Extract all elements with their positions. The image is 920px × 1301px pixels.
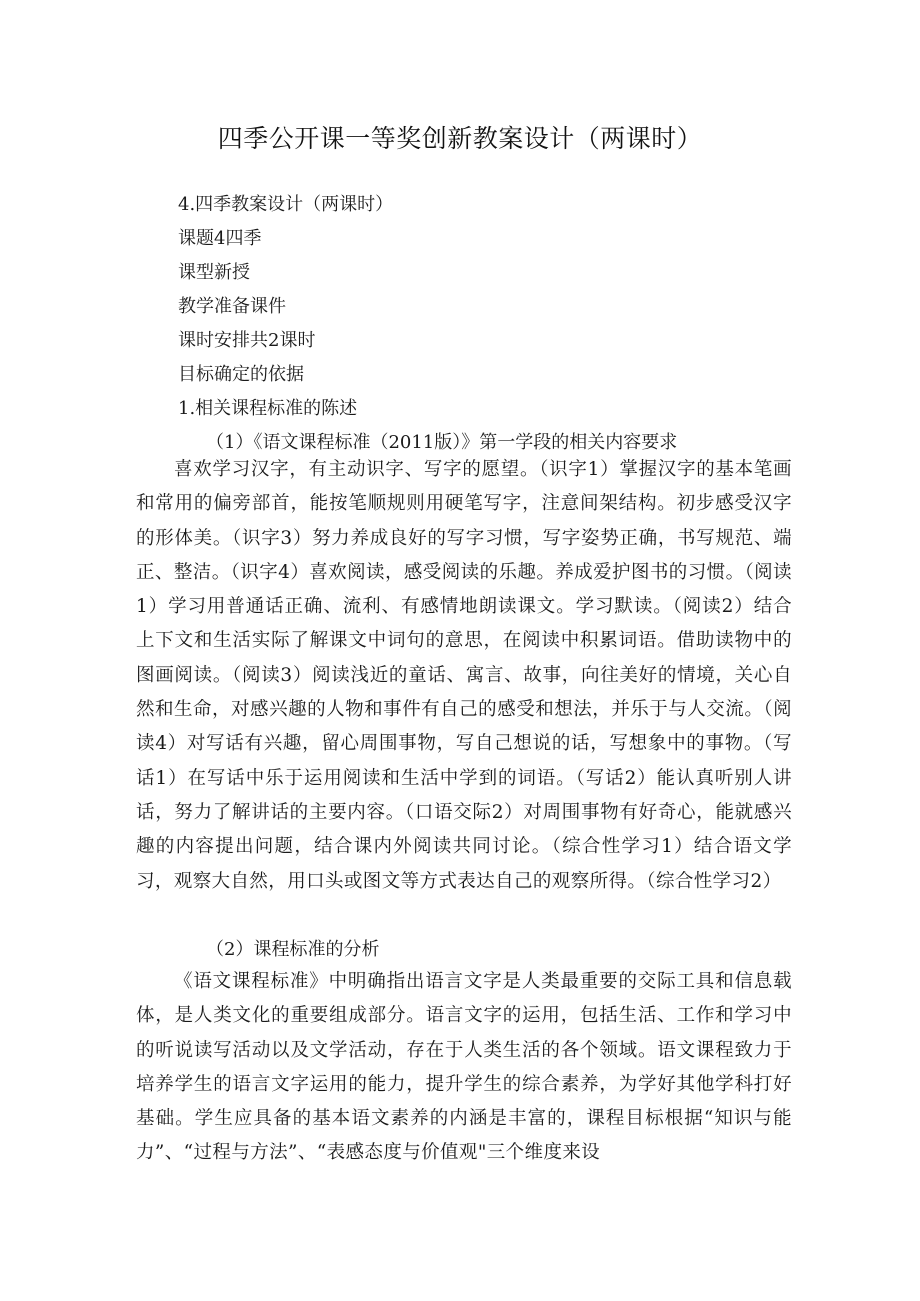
lesson-preparation: 教学准备课件 — [178, 296, 286, 317]
section-1-body: 喜欢学习汉字，有主动识字、写字的愿望。（识字1）掌握汉字的基本笔画和常用的偏旁部首，能按笔顺规则用硬笔写字，注意间架结构。初步感受汉字的形体美。（识字3）努力养成良好的写字习惯，写字姿势正确，书写规范、端正、整洁。（识字4）喜欢阅读，感受阅读的乐趣。养成爱护图书的习惯。（阅读1）学习用普通话正确、流利、有感情地朗读课文。学习默读。（阅读2）结合上下文和生活实际了解课文中词句的意思，在阅读中积累词语。借助读物中的图画阅读。（阅读3）阅读浅近的童话、寓言、故事，向往美好的情境，关心自然和生命，对感兴趣的人物和事件有自己的感受和想法，并乐于与人交流。（阅读4）对写话有兴趣，留心周围事物，写自己想说的话，写想象中的事物。（写话1）在写话中乐于运用阅读和生活中学到的词语。（写话2）能认真听别人讲话，努力了解讲话的主要内容。（口语交际2）对周围事物有好奇心，能就感兴趣的内容提出问题，结合课内外阅读共同讨论。（综合性学习1）结合语文学习，观察大自然，用口头或图文等方式表达自己的观察所得。（综合性学习2） — [136, 459, 792, 892]
section-2-heading: （2）课程标准的分析 — [206, 939, 380, 960]
section-1-heading: （1）《语文课程标准（2011版）》第一学段的相关内容要求 — [206, 432, 678, 453]
lesson-topic: 课题4四季 — [178, 228, 262, 249]
document-title: 四季公开课一等奖创新教案设计（两课时） — [217, 124, 703, 153]
basis-heading: 目标确定的依据 — [178, 364, 304, 385]
lesson-heading: 4.四季教案设计（两课时） — [178, 194, 394, 215]
standards-heading: 1.相关课程标准的陈述 — [178, 398, 358, 419]
lesson-type: 课型新授 — [178, 262, 250, 283]
lesson-schedule: 课时安排共2课时 — [178, 330, 316, 351]
section-2-body: 《语文课程标准》中明确指出语言文字是人类最重要的交际工具和信息载体，是人类文化的重要组成部分。语言文字的运用，包括生活、工作和学习中的听说读写活动以及文学活动，存在于人类生活的各个领域。语文课程致力于培养学生的语言文字运用的能力，提升学生的综合素养，为学好其他学科打好基础。学生应具备的基本语文素养的内涵是丰富的，课程目标根据“知识与能力”、“过程与方法”、“表感态度与价值观"三个维度来设 — [136, 971, 792, 1164]
